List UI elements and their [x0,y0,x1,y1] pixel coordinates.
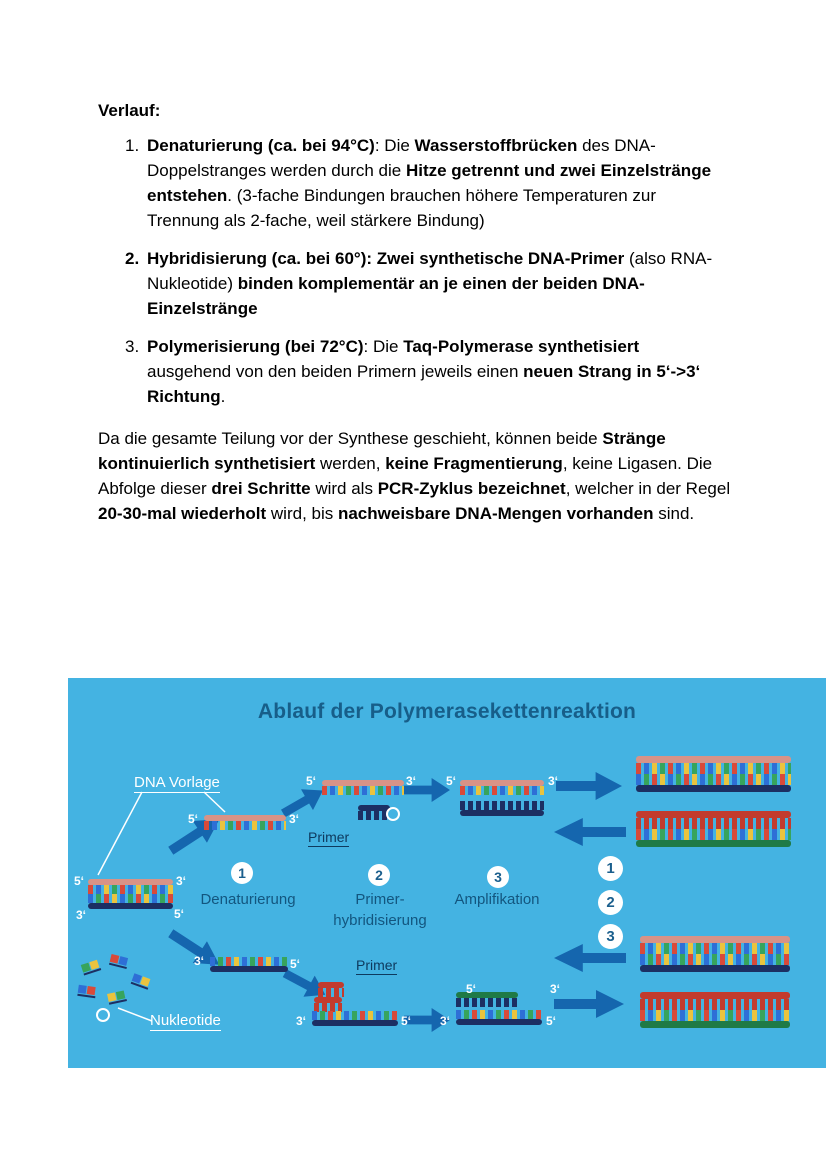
three-prime-label: 3‘ [296,1014,307,1028]
step-number: 1 [238,865,246,881]
step-circle-1 [231,862,253,884]
three-prime-label: 3‘ [548,774,559,788]
step-label-amplifikation [431,889,563,910]
three-prime-label: 3‘ [406,774,417,788]
primer-icon [318,982,344,997]
step-label-line: Amplifikation [454,891,540,908]
figure-title: Ablauf der Polymerasekettenreaktion [257,700,637,723]
dna-single-strand [460,780,544,795]
five-prime-label: 5‘ [401,1014,412,1028]
summary-paragraph: Da die gesamte Teilung vor der Synthese geschieht, können beide Stränge kontinuierlich synthetisiert werden, keine Fragmentierung, keine Ligasen. Die Abfolge dieser drei Schritte wird als PCR-Zyklus bezeichnet, welcher in der Regel 20-30-mal wiederholt wird, bis nachweisbare DNA-Mengen vorhanden sind. [98,429,731,523]
text-content [98,98,740,543]
dna-duplex-product [640,992,790,1028]
step-circle-2 [368,864,390,886]
dna-single-strand [210,957,288,972]
highlight-ring-icon [96,1008,110,1022]
step-label-primerhybridisierung [314,889,446,931]
primer-label-bottom: Primer [356,957,398,973]
step-label-line: hybridisierung [333,912,427,929]
dna-new-strand [460,801,544,816]
three-prime-label: 3‘ [550,982,561,996]
step-circle-3 [487,866,509,888]
highlight-ring-icon [386,807,400,821]
dna-duplex-product [636,811,791,847]
step-number: 2 [375,867,383,883]
list-number: 1. [125,136,140,155]
five-prime-label: 5‘ [446,774,457,788]
step-label-line: Primer- [355,891,405,908]
five-prime-label: 5‘ [546,1014,557,1028]
list-item-polymerisierung [125,334,740,409]
three-prime-label: 3‘ [440,1014,451,1028]
dna-single-strand [312,1011,398,1026]
heading-verlauf: Verlauf: [98,101,161,120]
dna-single-strand [322,780,404,795]
list-item-denaturierung [125,133,740,233]
dna-template-label: DNA Vorlage [134,774,220,791]
three-prime-label: 3‘ [76,908,87,922]
cycle-number: 1 [606,860,615,877]
five-prime-label: 5‘ [74,874,85,888]
dna-duplex-product [636,756,791,792]
list-item-text: Polymerisierung (bei 72°C): Die Taq-Polymerase synthetisiert ausgehend von den beiden Primern jeweils einen neuen Strang in 5‘->3‘ Richtung. [147,337,701,406]
three-prime-label: 3‘ [289,812,300,826]
nucleotides-label: Nukleotide [150,1012,221,1029]
cycle-circle-2 [598,890,623,915]
five-prime-label: 5‘ [306,774,317,788]
five-prime-label: 5‘ [290,957,301,971]
three-prime-label: 3‘ [194,954,205,968]
dna-single-strand [456,1010,542,1025]
five-prime-label: 5‘ [466,982,477,996]
cycle-circle-1 [598,856,623,881]
cycle-number: 3 [606,928,615,945]
primer-label-top: Primer [308,829,350,845]
step-label-line: Denaturierung [200,891,296,908]
list-item-text: Denaturierung (ca. bei 94°C): Die Wasserstoffbrücken des DNA-Doppelstranges werden durch die Hitze getrennt und zwei Einzelstränge entstehen. (3-fache Bindungen brauchen höhere Temperaturen zur Trennung als 2-fache, weil stärkere Bindung) [147,136,712,230]
three-prime-label: 3‘ [176,874,187,888]
five-prime-label: 5‘ [188,812,199,826]
list-item-hybridisierung [125,246,740,321]
five-prime-label: 5‘ [174,907,185,921]
list-number: 2. [125,249,140,268]
dna-single-strand [204,815,286,830]
cycle-number: 2 [606,894,615,911]
step-number: 3 [494,869,502,885]
nucleotide-icon [77,985,96,998]
list-item-text: Hybridisierung (ca. bei 60°): Zwei synthetische DNA-Primer (also RNA-Nukleotide) binden komplementär an je einen der beiden DNA-Einzelstränge [147,249,713,318]
primer-annealed-icon [314,997,342,1012]
dna-duplex-product [640,936,790,972]
step-label-denaturierung [178,889,318,910]
dna-template-duplex [88,879,173,909]
cycle-circle-3 [598,924,623,949]
list-number: 3. [125,337,140,356]
pcr-diagram [68,678,826,1068]
